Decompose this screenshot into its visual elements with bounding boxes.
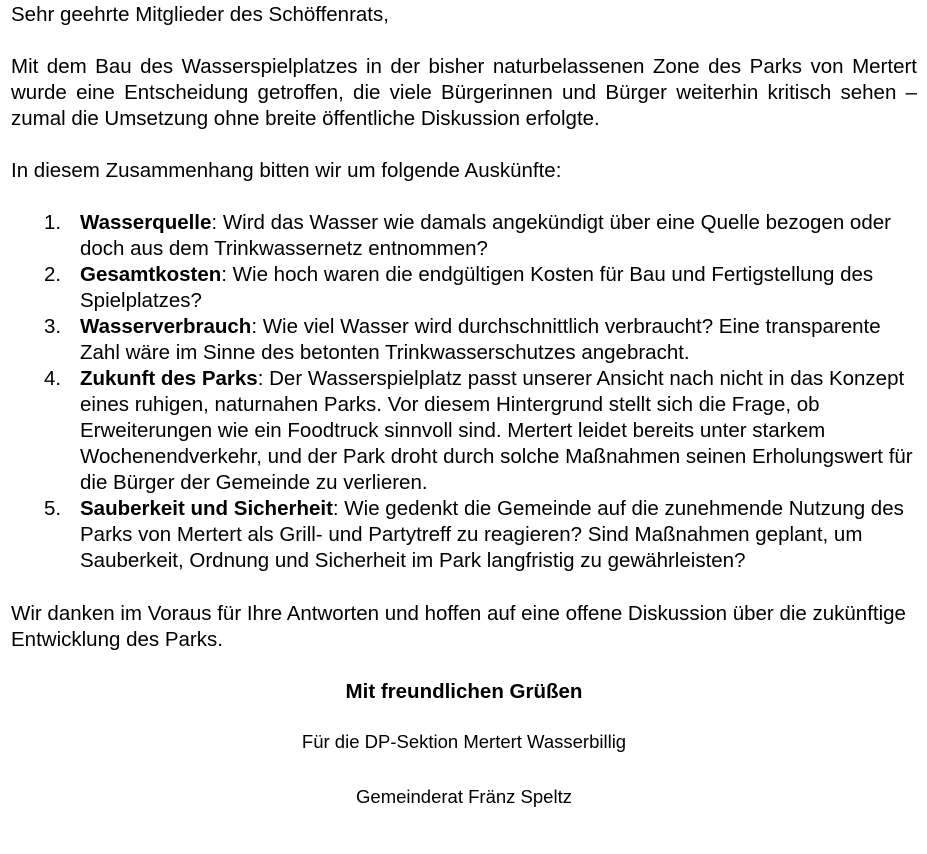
letter-page xyxy=(11,2,917,839)
question-text: : Wie viel Wasser wird durchschnittlich verbraucht? Eine transparente Zahl wäre im Sinne des betonten Trinkwasserschutzes angebracht. xyxy=(80,315,881,364)
list-item-number: 5. xyxy=(44,497,62,520)
list-item xyxy=(11,366,917,496)
salutation: Sehr geehrte Mitglieder des Schöffenrats, xyxy=(11,3,389,26)
sender-name: Gemeinderat Fränz Speltz xyxy=(356,786,572,807)
question-text: : Wie gedenkt die Gemeinde auf die zunehmende Nutzung des Parks von Mertert als Grill- und Partytreff zu reagieren? Sind Maßnahmen geplant, um Sauberkeit, Ordnung und Sicherheit im Park langfristig zu gewährleisten? xyxy=(80,497,904,572)
intro-paragraph: Mit dem Bau des Wasserspielplatzes in der bisher naturbelassenen Zone des Parks von Mertert wurde eine Entscheidung getroffen, die viele Bürgerinnen und Bürger weiterhin kritisch sehen – zumal die Umsetzung ohne breite öffentliche Diskussion erfolgte. xyxy=(11,55,917,130)
list-item xyxy=(11,262,917,314)
list-item xyxy=(11,210,917,262)
closing-formula: Mit freundlichen Grüßen xyxy=(345,680,583,703)
list-item-number: 4. xyxy=(44,367,62,390)
questions-list xyxy=(11,210,917,574)
question-title: Wasserverbrauch xyxy=(80,315,252,338)
list-item-number: 3. xyxy=(44,315,62,338)
thanks-paragraph: Wir danken im Voraus für Ihre Antworten und hoffen auf eine offene Diskussion über die zukünftige Entwicklung des Parks. xyxy=(11,602,906,651)
list-item-number: 1. xyxy=(44,211,62,234)
question-text: : Der Wasserspielplatz passt unserer Ansicht nach nicht in das Konzept eines ruhigen, naturnahen Parks. Vor diesem Hintergrund stellt sich die Frage, ob Erweiterungen wie ein Foodtruck sinnvoll sind. Mertert leidet bereits unter starkem Wochenendverkehr, und der Park droht durch solche Maßnahmen seinen Erholungswert für die Bürger der Gemeinde zu verlieren. xyxy=(80,367,913,494)
list-item xyxy=(11,314,917,366)
question-text: : Wie hoch waren die endgültigen Kosten für Bau und Fertigstellung des Spielplatzes? xyxy=(80,263,874,312)
question-title: Gesamtkosten xyxy=(80,263,222,286)
question-text: : Wird das Wasser wie damals angekündigt über eine Quelle bezogen oder doch aus dem Trinkwassernetz entnommen? xyxy=(80,211,891,260)
question-title: Wasserquelle xyxy=(80,211,212,234)
sender-section: Für die DP-Sektion Mertert Wasserbillig xyxy=(301,731,627,752)
request-line: In diesem Zusammenhang bitten wir um folgende Auskünfte: xyxy=(11,159,562,182)
list-item xyxy=(11,496,917,574)
question-title: Sauberkeit und Sicherheit xyxy=(80,497,333,520)
question-title: Zukunft des Parks xyxy=(80,367,258,390)
list-item-number: 2. xyxy=(44,263,62,286)
